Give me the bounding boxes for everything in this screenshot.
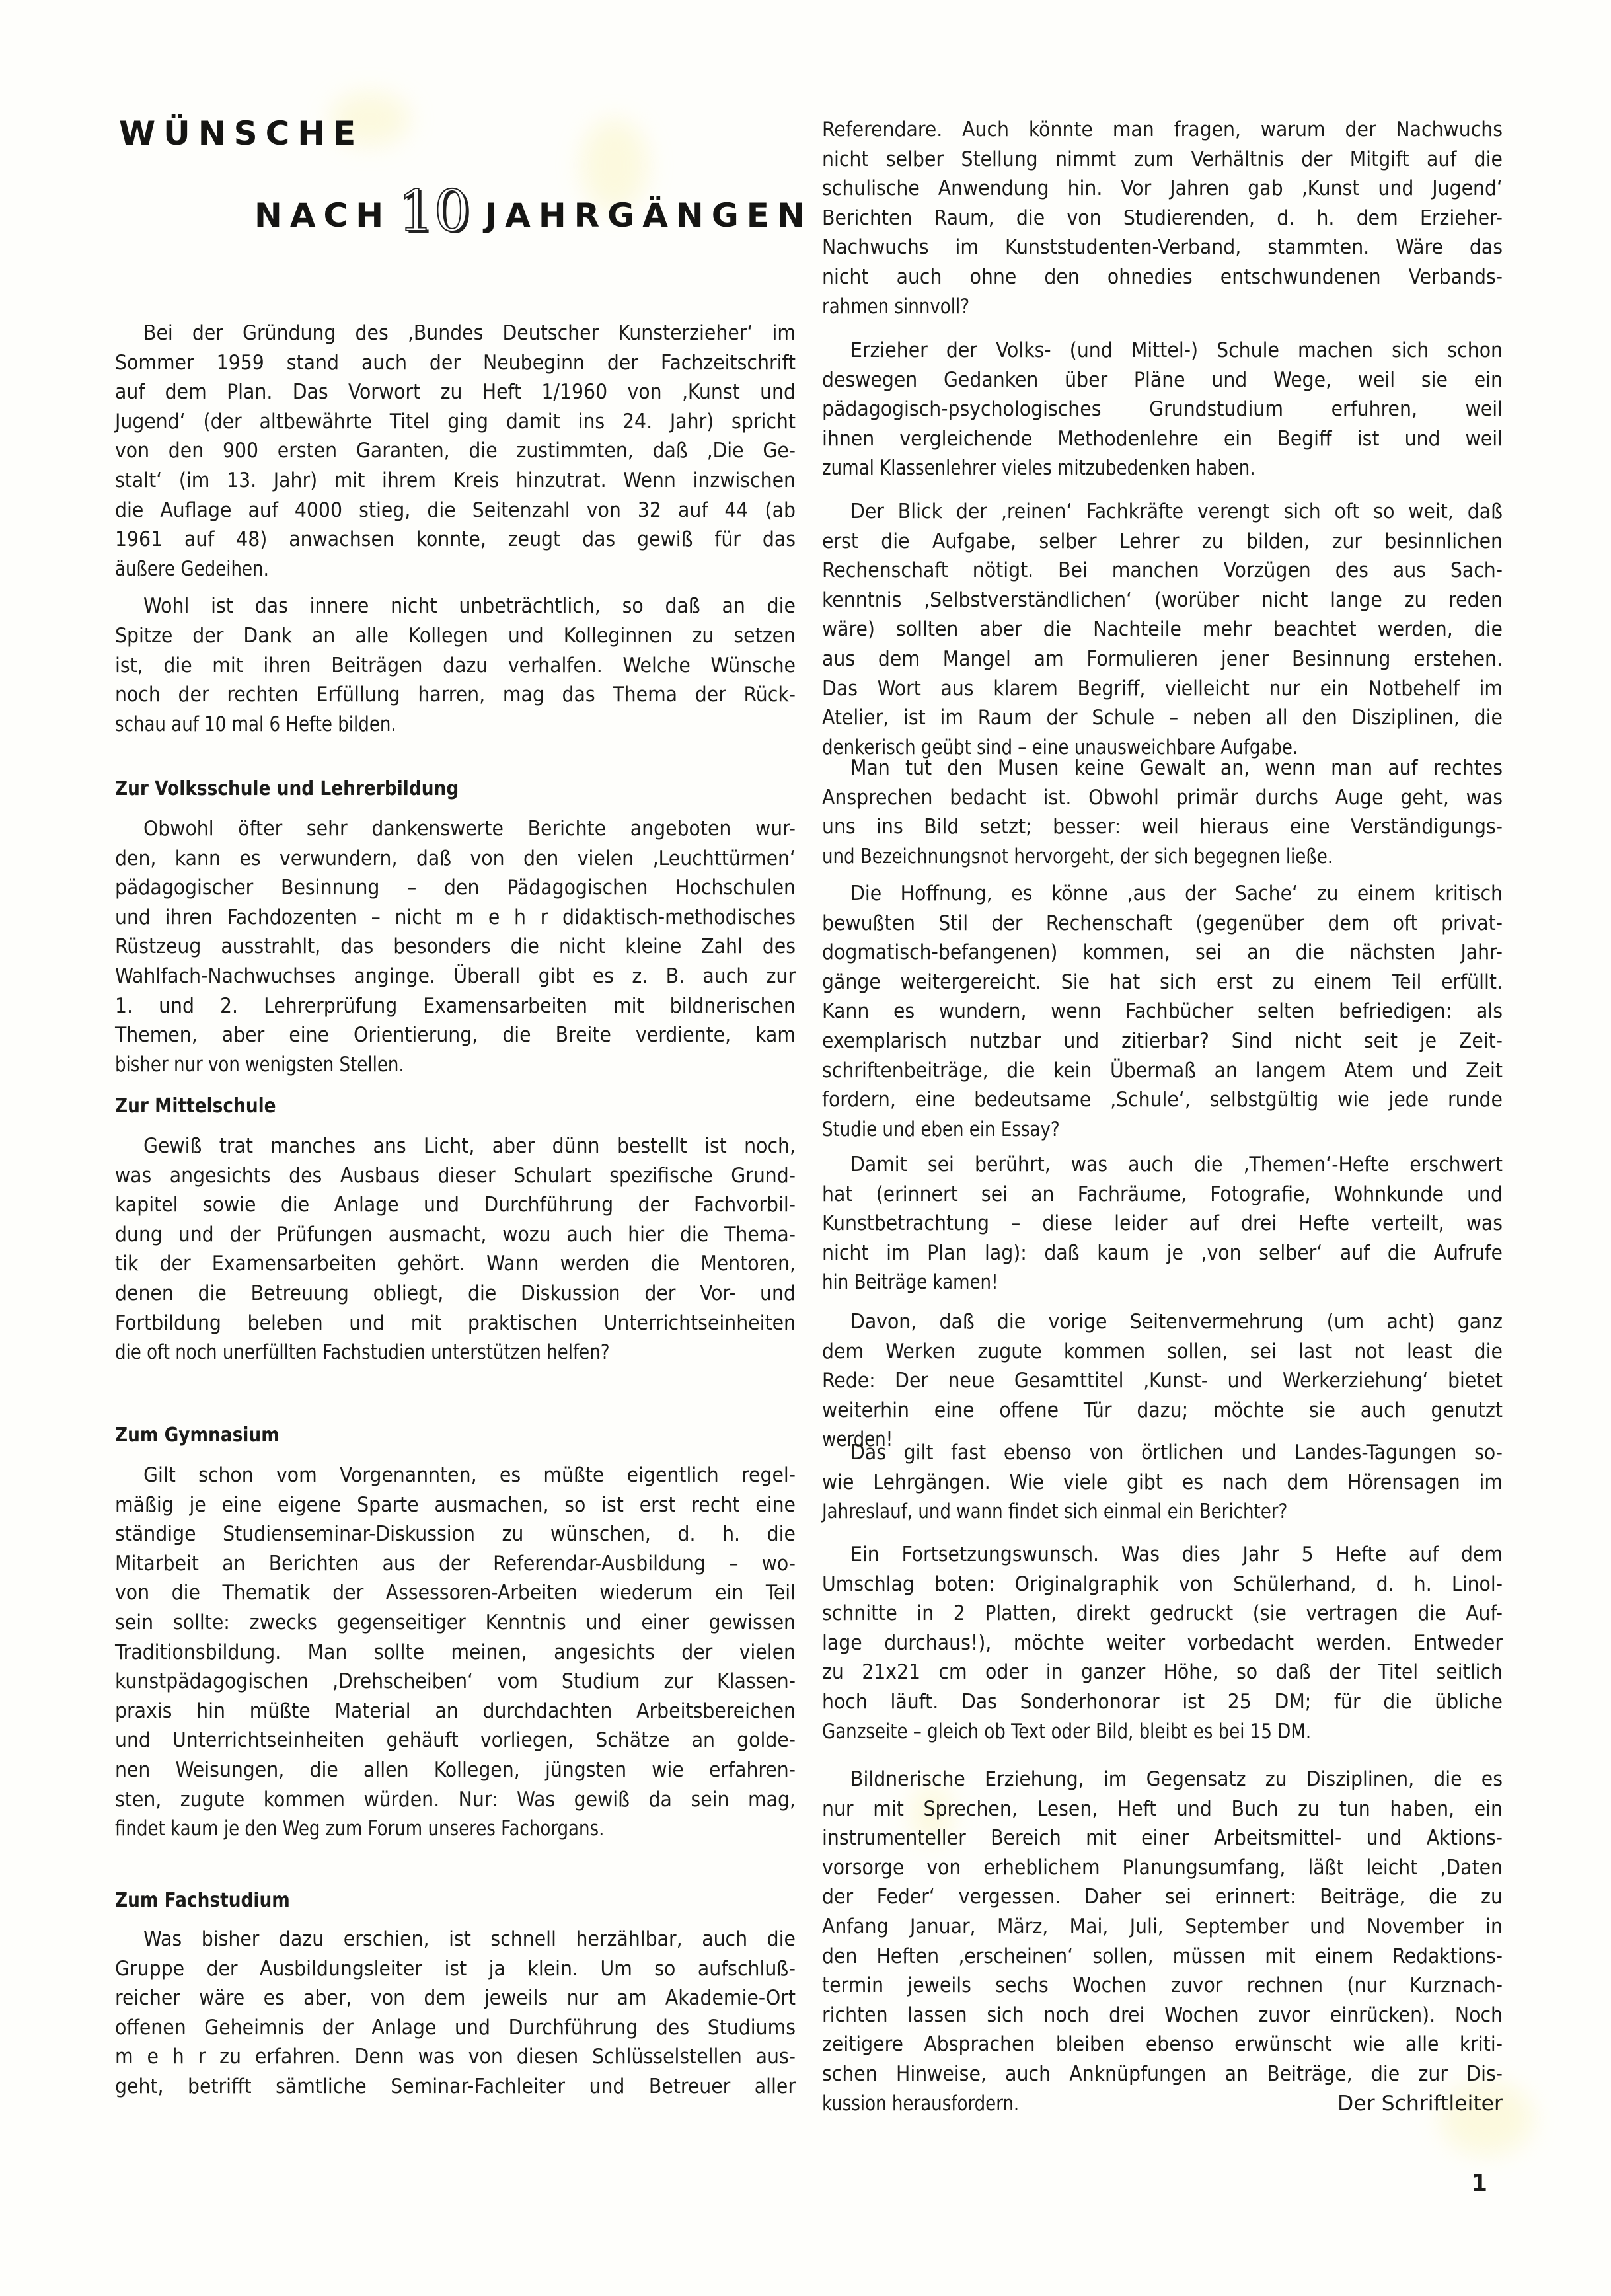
text-line: uns ins Bild setzt; besser: weil hieraus eine Verständigungs- xyxy=(822,815,1503,839)
title-number-10: 10 xyxy=(398,178,470,245)
text-line: Studie und eben ein Essay? xyxy=(822,1118,1060,1141)
text-line: erst die Aufgabe, selber Lehrer zu bilden, zur besinnlichen xyxy=(822,529,1503,553)
title-line-1 xyxy=(119,114,363,153)
text-line: gänge weitergereicht. Sie hat sich erst zu einem Teil erfüllt. xyxy=(822,970,1503,994)
text-line: Das Wort aus klarem Begriff, vielleicht nur ein Notbehelf im xyxy=(822,677,1503,701)
text-line: Bildnerische Erziehung, im Gegensatz zu Disziplinen, die es xyxy=(850,1767,1503,1791)
text-line: Sommer 1959 stand auch der Neubeginn der Fachzeitschrift xyxy=(115,351,796,375)
text-line: sein sollte: zwecks gegenseitiger Kenntnis und einer gewissen xyxy=(115,1611,796,1634)
text-line: kussion herausfordern. xyxy=(822,2092,1020,2116)
text-line: Jugend‘ (der altbewährte Titel ging damit ins 24. Jahr) spricht xyxy=(115,410,796,434)
text-line: Jahreslauf, und wann findet sich einmal ein Berichter? xyxy=(822,1500,1288,1523)
text-line: wie Lehrgängen. Wie viele gibt es nach dem Hörensagen im xyxy=(822,1471,1503,1494)
text-line: findet kaum je den Weg zum Forum unseres Fachorgans. xyxy=(115,1817,605,1841)
text-line: nur mit Sprechen, Lesen, Heft und Buch zu tun haben, ein xyxy=(822,1797,1503,1821)
text-line: den Heften ‚erscheinen‘ sollen, müssen mit einem Redaktions- xyxy=(822,1944,1503,1968)
text-line: und Unterrichtseinheiten gehäuft vorliegen, Schätze an golde- xyxy=(115,1728,796,1752)
text-line: Wohl ist das innere nicht unbeträchtlich, so daß an die xyxy=(143,594,796,618)
text-line: fordern, eine bedeutsame ‚Schule‘, selbstgültig wie jede runde xyxy=(822,1088,1503,1112)
section-heading: Zur Volksschule und Lehrerbildung xyxy=(115,777,459,800)
text-line: äußere Gedeihen. xyxy=(115,557,269,581)
text-line: noch der rechten Erfüllung harren, mag das Thema der Rück- xyxy=(115,683,796,707)
text-line: pädagogischer Besinnung – den Pädagogischen Hochschulen xyxy=(115,876,796,899)
text-line: Obwohl öfter sehr dankenswerte Berichte angeboten wur- xyxy=(143,817,796,841)
text-line: Berichten Raum, die von Studierenden, d. h. dem Erzieher- xyxy=(822,206,1503,230)
text-line: weiterhin eine offene Tür dazu; möchte sie auch genutzt xyxy=(822,1398,1503,1422)
text-line: der Feder‘ vergessen. Daher sei erinnert: Beiträge, die zu xyxy=(822,1885,1503,1909)
text-line: Traditionsbildung. Man sollte meinen, angesichts der vielen xyxy=(115,1640,796,1664)
text-line: ständige Studienseminar-Diskussion zu wünschen, d. h. die xyxy=(115,1522,796,1546)
text-line: Rechenschaft nötigt. Bei manchen Vorzügen des aus Sach- xyxy=(822,558,1503,582)
text-line: reicher wäre es aber, von dem jeweils nur am Akademie-Ort xyxy=(115,1986,796,2010)
text-line: die Auflage auf 4000 stieg, die Seitenzahl von 32 auf 44 (ab xyxy=(115,498,796,522)
text-line: bewußten Stil der Rechenschaft (gegenüber dem oft privat- xyxy=(822,911,1503,935)
text-line: und Bezeichnungsnot hervorgeht, der sich begegnen ließe. xyxy=(822,845,1333,868)
text-line: dogmatisch-befangenen) kommen, sei an die nächsten Jahr- xyxy=(822,940,1503,964)
text-line: vorsorge von erheblichem Planungsumfang, läßt leicht ‚Daten xyxy=(822,1856,1503,1880)
text-line: von den 900 ersten Garanten, die zustimmten, daß ‚Die Ge- xyxy=(115,439,796,463)
text-line: Rüstzeug ausstrahlt, das besonders die nicht kleine Zahl des xyxy=(115,935,796,958)
text-line: auf dem Plan. Das Vorwort zu Heft 1/1960 von ‚Kunst und xyxy=(115,380,796,404)
text-line: denkerisch geübt sind – eine unausweichbare Aufgabe. xyxy=(822,736,1298,759)
text-line: Bei der Gründung des ‚Bundes Deutscher Kunsterzieher‘ im xyxy=(143,321,796,345)
text-line: exemplarisch nutzbar und zitierbar? Sind nicht seit je Zeit- xyxy=(822,1029,1503,1053)
text-line: Gilt schon vom Vorgenannten, es müßte eigentlich regel- xyxy=(143,1463,796,1487)
text-line: Referendare. Auch könnte man fragen, warum der Nachwuchs xyxy=(822,118,1503,141)
text-line: zu 21x21 cm oder in ganzer Höhe, so daß der Titel seitlich xyxy=(822,1660,1503,1684)
text-line: Spitze der Dank an alle Kollegen und Kolleginnen zu setzen xyxy=(115,624,796,648)
text-line: instrumenteller Bereich mit einer Arbeitsmittel- und Aktions- xyxy=(822,1826,1503,1850)
text-line: hat (erinnert sei an Fachräume, Fotografie, Wohnkunde und xyxy=(822,1182,1503,1206)
text-line: Kann es wundern, wenn Fachbücher selten befriedigen: als xyxy=(822,999,1503,1023)
text-line: Rede: Der neue Gesamttitel ‚Kunst- und Werkerziehung‘ bietet xyxy=(822,1369,1503,1393)
title-line-2 xyxy=(254,178,813,245)
text-line: kunstpädagogischen ‚Drehscheiben‘ vom Studium zur Klassen- xyxy=(115,1669,796,1693)
text-line: ist, die mit ihren Beiträgen dazu verhalfen. Welche Wünsche xyxy=(115,654,796,677)
text-line: tik der Examensarbeiten gehört. Wann werden die Mentoren, xyxy=(115,1252,796,1276)
text-line: zeitigere Absprachen bleiben ebenso erwünscht wie alle kriti- xyxy=(822,2032,1503,2056)
text-line: geht, betrifft sämtliche Seminar-Fachleiter und Betreuer aller xyxy=(115,2075,796,2098)
text-line: Die Hoffnung, es könne ‚aus der Sache‘ zu einem kritisch xyxy=(850,882,1503,905)
text-line: rahmen sinnvoll? xyxy=(822,295,970,319)
text-line: pädagogisch-psychologisches Grundstudium erfuhren, weil xyxy=(822,397,1503,421)
title-word-jahrgaengen: JAHRGÄNGEN xyxy=(484,196,813,235)
text-line: Mitarbeit an Berichten aus der Referendar-Ausbildung – wo- xyxy=(115,1552,796,1576)
text-line: denen die Betreuung obliegt, die Diskussion der Vor- und xyxy=(115,1282,796,1305)
text-line: schau auf 10 mal 6 Hefte bilden. xyxy=(115,712,396,736)
text-line: Nachwuchs im Kunststudenten-Verband, stammten. Wäre das xyxy=(822,235,1503,259)
page-number: 1 xyxy=(1471,2170,1488,2197)
text-line: nen Weisungen, die allen Kollegen, jüngsten wie erfahren- xyxy=(115,1758,796,1782)
text-line: Gruppe der Ausbildungsleiter ist ja klein. Um so aufschluß- xyxy=(115,1957,796,1981)
text-line: Fortbildung beleben und mit praktischen Unterrichtseinheiten xyxy=(115,1311,796,1335)
text-line: mäßig je eine eigene Sparte ausmachen, so ist erst recht eine xyxy=(115,1493,796,1517)
text-line: kenntnis ‚Selbstverständlichen‘ (worüber nicht lange zu reden xyxy=(822,588,1503,612)
text-line: lage durchaus!), möchte weiter vorbedacht werden. Entweder xyxy=(822,1631,1503,1655)
text-line: Ansprechen bedacht ist. Obwohl primär durchs Auge geht, was xyxy=(822,786,1503,810)
text-line: bisher nur von wenigsten Stellen. xyxy=(115,1053,404,1077)
text-line: und ihren Fachdozenten – nicht m e h r didaktisch-methodisches xyxy=(115,905,796,929)
text-line: schnitte in 2 Platten, direkt gedruckt (sie vertragen die Auf- xyxy=(822,1601,1503,1625)
text-line: Kunstbetrachtung – diese leider auf drei Hefte verteilt, was xyxy=(822,1211,1503,1235)
text-line: Davon, daß die vorige Seitenvermehrung (um acht) ganz xyxy=(850,1310,1503,1334)
title-word-nach: NACH xyxy=(254,196,392,235)
text-line: zumal Klassenlehrer vieles mitzubedenken haben. xyxy=(822,456,1255,480)
text-line: wäre) sollten aber die Nachteile mehr beachtet werden, die xyxy=(822,617,1503,641)
text-line: 1. und 2. Lehrerprüfung Examensarbeiten mit bildnerischen xyxy=(115,994,796,1018)
text-line: Umschlag boten: Originalgraphik von Schülerhand, d. h. Linol- xyxy=(822,1572,1503,1596)
text-line: Was bisher dazu erschien, ist schnell herzählbar, auch die xyxy=(143,1927,796,1951)
text-line: termin jeweils sechs Wochen zuvor rechnen (nur Kurznach- xyxy=(822,1973,1503,1997)
text-line: hoch läuft. Das Sonderhonorar ist 25 DM; für die übliche xyxy=(822,1690,1503,1714)
text-line: nicht auch ohne den ohnedies entschwundenen Verbands- xyxy=(822,265,1503,289)
section-heading: Zum Fachstudium xyxy=(115,1889,290,1912)
text-line: Das gilt fast ebenso von örtlichen und Landes-Tagungen so- xyxy=(850,1441,1503,1465)
text-line: schriftenbeiträge, die kein Übermaß an langem Atem und Zeit xyxy=(822,1059,1503,1083)
text-line: Ganzseite – gleich ob Text oder Bild, bleibt es bei 15 DM. xyxy=(822,1720,1312,1743)
text-line: aus dem Mangel am Formulieren jener Besinnung erstehen. xyxy=(822,647,1503,671)
text-line: kapitel sowie die Anlage und Durchführung der Fachvorbil- xyxy=(115,1193,796,1217)
text-line: schen Hinweise, auch Anknüpfungen an Beiträge, die zur Dis- xyxy=(822,2062,1503,2086)
text-line: praxis hin müßte Material an durchdachten Arbeitsbereichen xyxy=(115,1699,796,1723)
section-heading: Zum Gymnasium xyxy=(115,1424,280,1447)
text-line: Anfang Januar, März, Mai, Juli, September und November in xyxy=(822,1915,1503,1938)
text-line: dung und der Prüfungen ausmacht, wozu auch hier die Thema- xyxy=(115,1223,796,1246)
text-line: ihnen vergleichende Methodenlehre ein Begiff ist und weil xyxy=(822,427,1503,451)
text-line: Atelier, ist im Raum der Schule – neben all den Disziplinen, die xyxy=(822,706,1503,730)
text-line: m e h r zu erfahren. Denn was von diesen Schlüsselstellen aus- xyxy=(115,2045,796,2069)
text-line: Damit sei berührt, was auch die ‚Themen‘-Hefte erschwert xyxy=(850,1153,1503,1176)
text-line: offenen Geheimnis der Anlage und Durchführung des Studiums xyxy=(115,2016,796,2040)
text-line: Wahlfach-Nachwuchses anginge. Überall gibt es z. B. auch zur xyxy=(115,964,796,988)
text-line: die oft noch unerfüllten Fachstudien unterstützen helfen? xyxy=(115,1340,610,1364)
text-line: sten, zugute kommen würden. Nur: Was gewiß da sein mag, xyxy=(115,1788,796,1812)
text-line: nicht im Plan lag): daß kaum je ‚von selber‘ auf die Aufrufe xyxy=(822,1241,1503,1265)
text-line: hin Beiträge kamen! xyxy=(822,1270,998,1294)
text-line: was angesichts des Ausbaus dieser Schulart spezifische Grund- xyxy=(115,1164,796,1188)
text-line: stalt‘ (im 13. Jahr) mit ihrem Kreis hinzutrat. Wenn inzwischen xyxy=(115,469,796,492)
title-word-wuensche: WÜNSCHE xyxy=(119,114,364,153)
text-line: Man tut den Musen keine Gewalt an, wenn man auf rechtes xyxy=(850,756,1503,780)
text-line: 1961 auf 48) anwachsen konnte, zeugt das gewiß für das xyxy=(115,527,796,551)
text-line: Ein Fortsetzungswunsch. Was dies Jahr 5 Hefte auf dem xyxy=(850,1543,1503,1566)
text-line: Erzieher der Volks- (und Mittel-) Schule machen sich schon xyxy=(850,338,1503,362)
text-line: den, kann es verwundern, daß von den vielen ‚Leuchttürmen‘ xyxy=(115,847,796,870)
text-line: Gewiß trat manches ans Licht, aber dünn bestellt ist noch, xyxy=(143,1134,796,1158)
text-line: von die Thematik der Assessoren-Arbeiten wiederum ein Teil xyxy=(115,1581,796,1605)
text-line: Der Blick der ‚reinen‘ Fachkräfte verengt sich oft so weit, daß xyxy=(850,500,1503,523)
text-line: werden! xyxy=(822,1428,893,1451)
text-line: schulische Anwendung hin. Vor Jahren gab ‚Kunst und Jugend‘ xyxy=(822,176,1503,200)
text-line: richten lassen sich noch drei Wochen zuvor einrücken). Noch xyxy=(822,2003,1503,2027)
text-line: deswegen Gedanken über Pläne und Wege, weil sie ein xyxy=(822,368,1503,392)
text-line: dem Werken zugute kommen sollen, sei last not least die xyxy=(822,1340,1503,1363)
text-line: Themen, aber eine Orientierung, die Breite verdiente, kam xyxy=(115,1023,796,1047)
signature: Der Schriftleiter xyxy=(1337,2092,1503,2116)
text-line: nicht selber Stellung nimmt zum Verhältnis der Mitgift auf die xyxy=(822,147,1503,171)
section-heading: Zur Mittelschule xyxy=(115,1094,276,1118)
